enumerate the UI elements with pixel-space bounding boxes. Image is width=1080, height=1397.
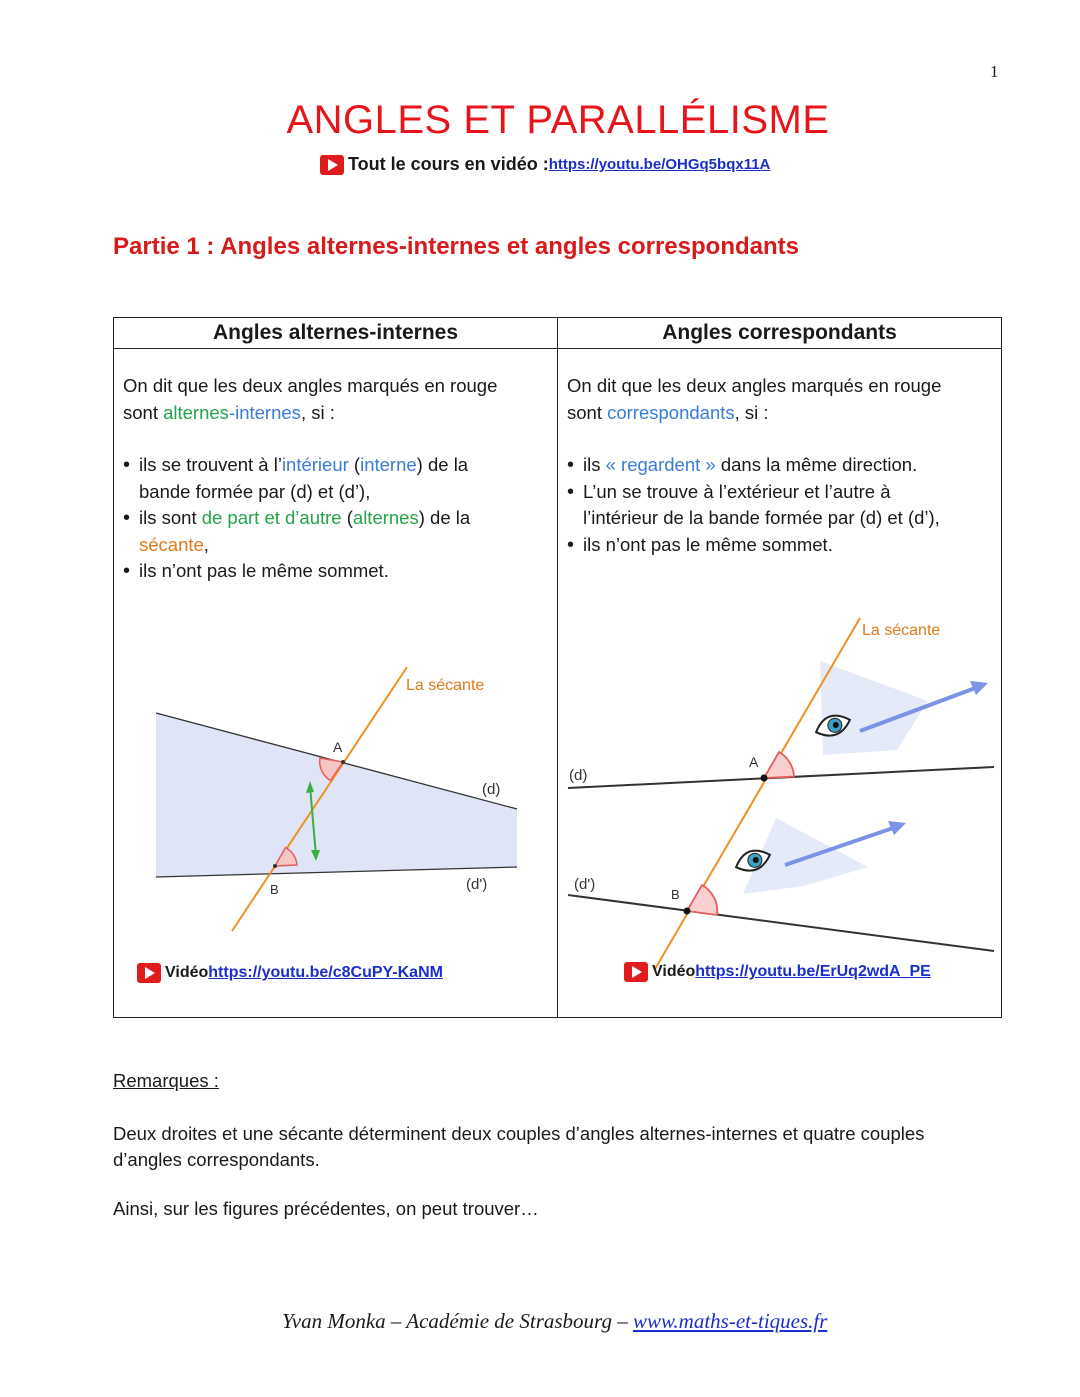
list-item: • L’un se trouve à l’extérieur et l’autre à l’intérieur de la bande formée par (d) et (d’), xyxy=(567,479,940,532)
point-b-label: B xyxy=(671,887,680,902)
secante-line xyxy=(655,618,860,969)
right-bullets xyxy=(567,452,940,558)
page-number: 1 xyxy=(990,62,999,81)
remarks-heading: Remarques : xyxy=(113,1070,219,1091)
page-title: ANGLES ET PARALLÉLISME xyxy=(286,98,830,142)
youtube-play-icon xyxy=(137,963,161,983)
youtube-play-icon xyxy=(624,962,648,982)
course-video-label: Tout le cours en vidéo : xyxy=(348,154,549,174)
left-video-link[interactable]: https://youtu.be/c8CuPY-KaNM xyxy=(208,964,443,981)
point-b-label: B xyxy=(270,882,279,897)
list-item: • ils « regardent » dans la même direction. xyxy=(567,452,940,479)
list-item: • ils n’ont pas le même sommet. xyxy=(567,532,940,559)
line-d-prime-label: (d') xyxy=(574,876,596,893)
line-d-prime xyxy=(568,895,994,951)
youtube-play-icon xyxy=(320,155,344,175)
remarks-text-2: Ainsi, sur les figures précédentes, on peut trouver… xyxy=(113,1198,539,1219)
point-a-label: A xyxy=(749,754,759,770)
point-a xyxy=(761,775,768,782)
angle-a xyxy=(764,752,794,778)
list-item: • ils n’ont pas le même sommet. xyxy=(123,558,470,585)
point-a xyxy=(341,760,345,764)
course-video-link[interactable]: https://youtu.be/OHGq5bqx11A xyxy=(548,156,771,173)
right-video-line xyxy=(624,962,931,982)
cell-alternes-internes xyxy=(114,349,558,1018)
alternes-internes-figure xyxy=(114,631,554,951)
definitions-table xyxy=(113,317,1002,1018)
course-video-line xyxy=(320,154,770,175)
header-correspondants: Angles correspondants xyxy=(558,318,1002,349)
right-video-label: Vidéo xyxy=(652,963,696,980)
view-cone-a xyxy=(820,661,928,755)
header-alternes-internes: Angles alternes-internes xyxy=(114,318,558,349)
secante-label: La sécante xyxy=(862,622,941,639)
point-b xyxy=(684,908,691,915)
right-video-link[interactable]: https://youtu.be/ErUq2wdA_PE xyxy=(695,963,931,980)
remarks-text: Deux droites et une sécante déterminent deux couples d’angles alternes-internes et quatre couples d’angles correspondants. xyxy=(113,1123,925,1170)
footer xyxy=(282,1309,827,1334)
left-intro: On dit que les deux angles marqués en rouge sont alternes-internes, si : xyxy=(123,375,498,423)
left-bullets xyxy=(123,452,470,585)
list-item: • ils se trouvent à l’intérieur (interne) de la bande formée par (d) et (d’), xyxy=(123,452,470,505)
correspondants-figure xyxy=(558,581,1000,971)
list-item: • ils sont de part et d’autre (alternes) de la sécante, xyxy=(123,505,470,558)
left-video-line xyxy=(137,963,443,983)
left-video-label: Vidéo xyxy=(165,964,209,981)
angle-b xyxy=(687,885,717,915)
line-d-label: (d) xyxy=(569,767,588,784)
secante-label: La sécante xyxy=(406,677,485,694)
footer-text: Yvan Monka – Académie de Strasbourg – xyxy=(282,1309,633,1333)
footer-link[interactable]: www.maths-et-tiques.fr xyxy=(632,1309,828,1333)
line-d-label: (d) xyxy=(482,781,501,798)
cell-correspondants xyxy=(558,349,1002,1018)
right-intro: On dit que les deux angles marqués en rouge sont correspondants, si : xyxy=(567,375,942,423)
line-d-prime-label: (d') xyxy=(466,876,488,893)
section-title: Partie 1 : Angles alternes-internes et angles correspondants xyxy=(113,233,799,260)
point-a-label: A xyxy=(333,739,343,755)
point-b xyxy=(273,864,277,868)
